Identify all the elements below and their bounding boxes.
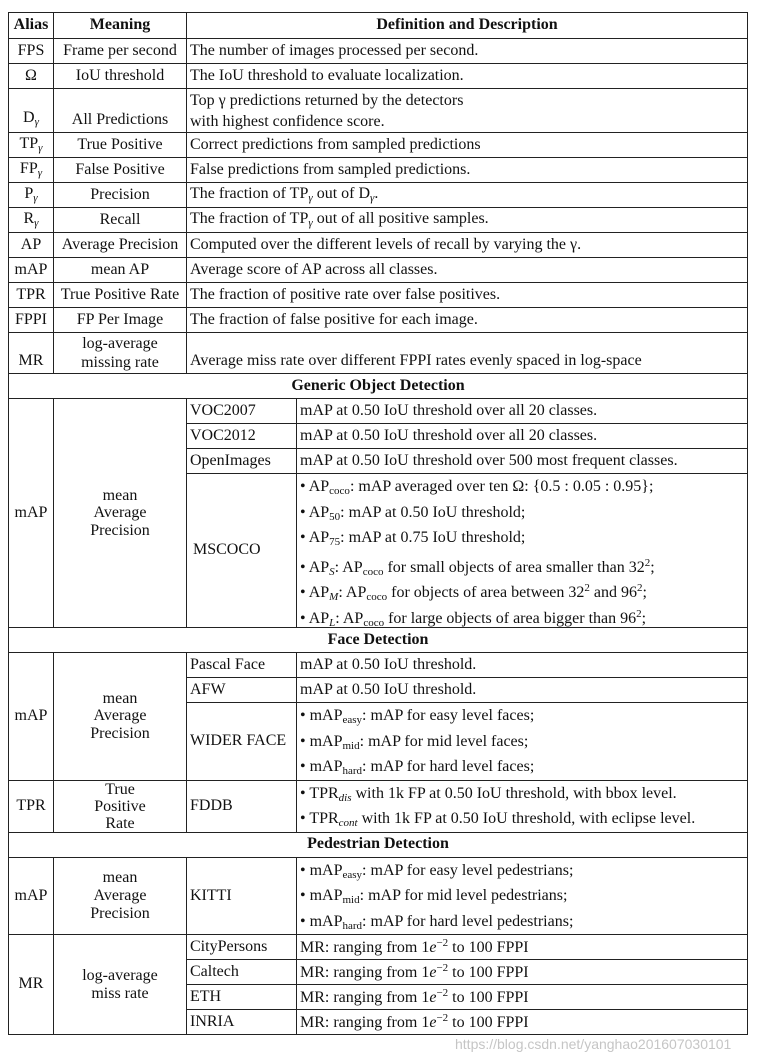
bullet-text: • AP (300, 529, 330, 546)
alias-cell: mAP (9, 258, 54, 283)
description-text: to 100 FPPI (448, 938, 529, 956)
definition-cell: Average score of AP across all classes. (187, 258, 748, 283)
bullet-text: • TPR (300, 784, 339, 802)
definition-cell: Correct predictions from sampled predictions (187, 133, 748, 158)
bullet-subscript: hard (342, 919, 363, 932)
description-cell (297, 960, 748, 985)
alias-subscript: γ (37, 167, 43, 180)
table-row (9, 233, 748, 258)
definition-cell: Average miss rate over different FPPI rates evenly spaced in log-space (187, 333, 748, 374)
meaning-cell: mean Average Precision (54, 857, 187, 935)
table-row (9, 158, 748, 183)
bullet-subscript: 75 (329, 536, 341, 548)
bullet-subscript: mid (342, 894, 360, 906)
meaning-cell: mean AP (54, 258, 187, 283)
description-cell (297, 1010, 748, 1035)
alias-cell: mAP (9, 399, 54, 628)
bullet-text: • AP (300, 584, 330, 601)
bullet-text: : mAP for easy level faces; (362, 707, 535, 724)
bullet-text: for large objects of area bigger than 96 (384, 609, 637, 627)
bullet-text: : mAP for mid level pedestrians; (359, 887, 568, 904)
dataset-cell: MSCOCO (187, 474, 297, 628)
definition-text: out of all positive samples. (312, 210, 489, 228)
bullet-item (300, 551, 744, 577)
bullet-subscript: 50 (329, 510, 341, 523)
description-text: MR: ranging from 1 (300, 963, 430, 981)
bullet-subscript: coco (329, 485, 350, 497)
meaning-line: missing rate (81, 354, 159, 371)
bullet-text: • mAP (300, 707, 343, 724)
description-text: e (429, 963, 437, 981)
description-cell: mAP at 0.50 IoU threshold over all 20 classes. (297, 399, 748, 424)
header-row (9, 13, 748, 39)
watermark-text: https://blog.csdn.net/yanghao201607030101 (455, 1036, 732, 1052)
alias-cell: TPR (9, 780, 54, 832)
bullet-superscript: 2 (584, 582, 590, 594)
alias-cell (9, 158, 54, 183)
bullet-text: : mAP averaged over ten Ω: {0.5 : 0.05 : 0.95}; (349, 478, 654, 495)
section-title: Generic Object Detection (9, 374, 748, 399)
description-text: e (429, 988, 437, 1006)
bullet-text: : mAP for mid level faces; (359, 732, 529, 750)
alias-cell: TPR (9, 283, 54, 308)
description-text: e (429, 1013, 437, 1031)
description-text: MR: ranging from 1 (300, 1013, 430, 1031)
meaning-cell: False Positive (54, 158, 187, 183)
bullet-item (300, 500, 744, 526)
dataset-cell: CityPersons (187, 935, 297, 960)
bullet-item (300, 576, 744, 602)
header-definition: Definition and Description (187, 13, 748, 39)
table-row (9, 780, 748, 832)
meaning-cell: IoU threshold (54, 64, 187, 89)
bullet-subscript: coco (363, 616, 385, 628)
bullet-text: : AP (338, 584, 367, 601)
bullet-item (300, 806, 747, 832)
bullet-text: • AP (300, 558, 330, 576)
table-row (9, 133, 748, 158)
dataset-cell: VOC2012 (187, 424, 297, 449)
meaning-cell: Average Precision (54, 233, 187, 258)
bullet-item (300, 602, 744, 628)
section-header-face (9, 628, 748, 653)
dataset-cell: FDDB (187, 780, 297, 832)
bullet-superscript: 2 (636, 607, 642, 620)
bullet-text: • mAP (300, 887, 343, 904)
meaning-line: log-average (82, 335, 158, 352)
bullet-subscript: coco (362, 565, 384, 578)
dataset-cell: OpenImages (187, 449, 297, 474)
alias-cell: mAP (9, 857, 54, 935)
bullet-superscript: 2 (636, 582, 643, 594)
section-header-generic (9, 374, 748, 399)
definition-subscript: γ (308, 192, 313, 205)
description-text: to 100 FPPI (448, 988, 529, 1006)
bullet-subscript: cont (338, 817, 358, 829)
bullet-item (300, 883, 744, 909)
table-row (9, 258, 748, 283)
bullet-item (300, 858, 744, 884)
description-cell: mAP at 0.50 IoU threshold. (297, 678, 748, 703)
meaning-cell: True Positive (54, 133, 187, 158)
meaning-cell: Frame per second (54, 39, 187, 64)
bullet-subscript: dis (338, 791, 352, 804)
description-superscript: −2 (436, 1011, 449, 1024)
bullet-text: : mAP at 0.75 IoU threshold; (340, 529, 526, 546)
table-row (9, 857, 748, 935)
bullet-text: : mAP for easy level pedestrians; (362, 861, 574, 879)
description-cell (297, 985, 748, 1010)
alias-cell: Ω (9, 64, 54, 89)
bullet-subscript: hard (342, 765, 363, 777)
description-cell: mAP at 0.50 IoU threshold over all 20 classes. (297, 424, 748, 449)
bullet-item (300, 909, 744, 935)
section-title: Pedestrian Detection (9, 832, 748, 857)
description-cell (297, 703, 748, 781)
description-cell (297, 857, 748, 935)
table-row (9, 64, 748, 89)
bullet-item (300, 703, 744, 729)
bullet-text: with 1k FP at 0.50 IoU threshold, with bbox level. (351, 784, 677, 802)
definition-text: . (374, 185, 379, 203)
alias-text: FP (19, 160, 38, 178)
definition-subscript: γ (308, 217, 313, 230)
alias-cell: AP (9, 233, 54, 258)
description-cell (297, 474, 748, 628)
meaning-cell (54, 333, 187, 374)
alias-text: TP (19, 135, 39, 153)
bullet-superscript: 2 (644, 556, 651, 569)
description-superscript: −2 (436, 936, 449, 949)
meaning-cell: All Predictions (54, 89, 187, 133)
dataset-cell: Pascal Face (187, 653, 297, 678)
table-row (9, 333, 748, 374)
alias-cell: MR (9, 935, 54, 1035)
bullet-text: • AP (300, 609, 330, 627)
meaning-cell: Precision (54, 183, 187, 208)
alias-cell: FPS (9, 39, 54, 64)
description-text: MR: ranging from 1 (300, 988, 430, 1006)
alias-subscript: γ (33, 192, 38, 205)
bullet-text: : mAP at 0.50 IoU threshold; (340, 503, 526, 521)
description-cell (297, 780, 748, 832)
description-text: to 100 FPPI (448, 963, 529, 981)
alias-text: P (24, 185, 34, 203)
definition-line: Top γ predictions returned by the detectors (190, 91, 464, 109)
description-cell: mAP at 0.50 IoU threshold. (297, 653, 748, 678)
table-container (8, 12, 747, 1035)
bullet-text: • mAP (300, 861, 343, 879)
definition-text: The fraction of TP (190, 210, 309, 228)
alias-text: D (23, 109, 35, 127)
bullet-text: • AP (300, 478, 330, 495)
alias-subscript: γ (38, 142, 43, 155)
bullet-text: for small objects of area smaller than 32 (383, 558, 645, 576)
alias-cell (9, 89, 54, 133)
bullet-item (300, 754, 744, 780)
table-row (9, 208, 748, 233)
table-row (9, 89, 748, 133)
bullet-text: ; (641, 609, 647, 627)
definition-text: out of D (312, 185, 371, 203)
alias-cell (9, 183, 54, 208)
bullet-subscript: easy (342, 714, 363, 726)
table-row (9, 39, 748, 64)
dataset-cell: VOC2007 (187, 399, 297, 424)
bullet-text: • mAP (300, 912, 343, 930)
bullet-subscript: L (329, 616, 336, 628)
table-row (9, 653, 748, 678)
bullet-text: ; (650, 558, 655, 576)
meaning-cell: log-average miss rate (54, 935, 187, 1035)
table-row (9, 283, 748, 308)
description-text: MR: ranging from 1 (300, 938, 430, 956)
table-row (9, 183, 748, 208)
bullet-subscript: easy (342, 868, 363, 881)
alias-cell: FPPI (9, 308, 54, 333)
dataset-cell: WIDER FACE (187, 703, 297, 781)
meaning-cell: FP Per Image (54, 308, 187, 333)
description-text: to 100 FPPI (448, 1013, 529, 1031)
definition-cell: Computed over the different levels of recall by varying the γ. (187, 233, 748, 258)
bullet-text: and 96 (589, 584, 637, 601)
alias-text: R (23, 210, 35, 228)
definition-cell: The fraction of false positive for each image. (187, 308, 748, 333)
definition-cell: The number of images processed per second. (187, 39, 748, 64)
bullet-text: with 1k FP at 0.50 IoU threshold, with eclipse level. (357, 810, 696, 827)
bullet-text: ; (642, 584, 647, 601)
section-header-pedestrian (9, 832, 748, 857)
dataset-cell: INRIA (187, 1010, 297, 1035)
bullet-item (300, 525, 744, 551)
alias-subscript: γ (34, 116, 39, 129)
header-alias: Alias (9, 13, 54, 39)
meaning-cell: mean Average Precision (54, 653, 187, 781)
description-cell (297, 935, 748, 960)
bullet-item (300, 729, 744, 755)
bullet-subscript: M (329, 591, 339, 603)
alias-cell (9, 133, 54, 158)
alias-subscript: γ (34, 217, 39, 230)
section-title: Face Detection (9, 628, 748, 653)
table-row (9, 308, 748, 333)
dataset-cell: KITTI (187, 857, 297, 935)
bullet-text: for objects of area between 32 (387, 584, 585, 601)
description-superscript: −2 (436, 961, 449, 974)
definition-cell: The fraction of positive rate over false positives. (187, 283, 748, 308)
bullet-subscript: S (329, 565, 335, 578)
bullet-text: • mAP (300, 732, 343, 750)
bullet-subscript: coco (366, 591, 388, 603)
meaning-cell: mean Average Precision (54, 399, 187, 628)
bullet-text: : mAP for hard level faces; (362, 758, 535, 775)
bullet-text: : AP (334, 558, 363, 576)
meaning-cell: Recall (54, 208, 187, 233)
dataset-cell: AFW (187, 678, 297, 703)
description-cell: mAP at 0.50 IoU threshold over 500 most frequent classes. (297, 449, 748, 474)
alias-cell (9, 208, 54, 233)
definition-subscript: γ (370, 192, 375, 205)
bullet-subscript: mid (342, 739, 360, 752)
metrics-table (8, 12, 748, 1035)
definition-cell (187, 183, 748, 208)
definition-text: The fraction of TP (190, 185, 309, 203)
description-superscript: −2 (436, 986, 449, 999)
bullet-item (300, 474, 744, 500)
definition-cell (187, 89, 748, 133)
bullet-item (300, 781, 747, 807)
bullet-text: • AP (300, 503, 330, 521)
table-row (9, 399, 748, 424)
definition-line: with highest confidence score. (190, 112, 385, 130)
definition-cell: The IoU threshold to evaluate localization. (187, 64, 748, 89)
header-meaning: Meaning (54, 13, 187, 39)
alias-cell: mAP (9, 653, 54, 781)
bullet-text: • TPR (300, 810, 339, 827)
description-text: e (429, 938, 437, 956)
alias-cell: MR (9, 333, 54, 374)
bullet-text: : mAP for hard level pedestrians; (362, 912, 574, 930)
bullet-text: • mAP (300, 758, 343, 775)
bullet-text: : AP (335, 609, 364, 627)
dataset-cell: ETH (187, 985, 297, 1010)
table-row (9, 935, 748, 960)
meaning-cell: True Positive Rate (54, 780, 187, 832)
definition-cell (187, 208, 748, 233)
meaning-cell: True Positive Rate (54, 283, 187, 308)
dataset-cell: Caltech (187, 960, 297, 985)
definition-cell: False predictions from sampled predictions. (187, 158, 748, 183)
